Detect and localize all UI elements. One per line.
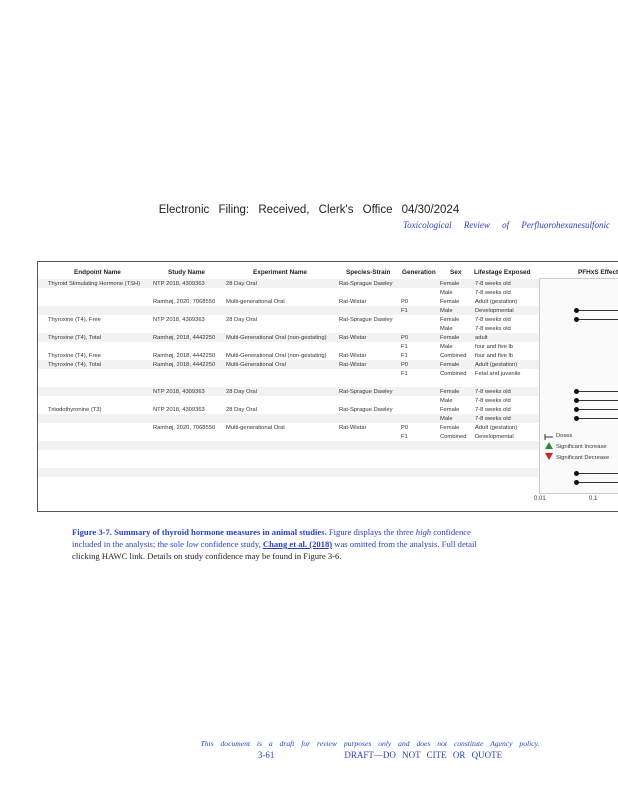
- table-cell: Triiodothyronine (T3): [48, 407, 102, 413]
- caption-text: Figure displays the three: [328, 527, 414, 537]
- table-cell: Rat-Sprague Dawley: [339, 389, 393, 395]
- col-header-experiment: Experiment Name: [253, 269, 307, 276]
- table-cell: Developmental: [475, 308, 514, 314]
- table-cell: Developmental: [475, 434, 514, 440]
- table-cell: NTP 2018, 4309363: [153, 317, 205, 323]
- table-cell: 28 Day Oral: [226, 389, 257, 395]
- table-cell: P0: [401, 335, 409, 341]
- row-stripe: [38, 414, 618, 423]
- dose-dot: [574, 480, 579, 485]
- draft-disclaimer: This document is a draft for review purposes only and does not constitute Agency policy.: [200, 739, 540, 748]
- table-cell: NTP 2018, 4309363: [153, 407, 205, 413]
- caption-text: low: [186, 539, 199, 549]
- table-cell: 7-8 weeks old: [475, 281, 511, 287]
- table-cell: Male: [440, 398, 453, 404]
- dose-line: [576, 319, 618, 320]
- table-cell: Multi-Generational Oral (non-gestating): [226, 353, 327, 359]
- dose-dot: [574, 471, 579, 476]
- table-cell: Adult (gestation): [475, 425, 518, 431]
- table-cell: Adult (gestation): [475, 299, 518, 305]
- table-cell: Rat-Sprague Dawley: [339, 281, 393, 287]
- legend-symbols: [544, 433, 554, 463]
- col-header-lifestage: Lifestage Exposed: [474, 269, 531, 276]
- x-tick: 0.1: [589, 496, 598, 502]
- table-cell: Multi-generational Oral: [226, 299, 285, 305]
- table-cell: Female: [440, 335, 460, 341]
- table-cell: 7-8 weeks old: [475, 290, 511, 296]
- col-header-generation: Generation: [402, 269, 436, 276]
- caption-text: was omitted from the analysis. Full detail: [334, 539, 477, 549]
- table-cell: Combined: [440, 353, 467, 359]
- dose-line: [576, 482, 618, 483]
- dose-dot: [574, 308, 579, 313]
- table-cell: F1: [401, 344, 408, 350]
- dose-line: [576, 310, 618, 311]
- table-cell: Rat-Wistar: [339, 299, 367, 305]
- dose-dot: [574, 398, 579, 403]
- table-cell: P0: [401, 425, 409, 431]
- row-stripe: [38, 468, 618, 477]
- table-cell: Male: [440, 416, 453, 422]
- caption-text: confidence: [433, 527, 471, 537]
- caption-text: high: [415, 527, 432, 537]
- dose-line: [576, 418, 618, 419]
- table-cell: Thyroxine (T4), Total: [48, 335, 102, 341]
- table-cell: 7-8 weeks old: [475, 389, 511, 395]
- col-header-endpoint: Endpoint Name: [74, 269, 121, 276]
- table-cell: 7-8 weeks old: [475, 326, 511, 332]
- table-cell: Fetal and juvenile: [475, 371, 521, 377]
- table-cell: Adult (gestation): [475, 362, 518, 368]
- row-stripe: [38, 387, 618, 396]
- table-cell: Female: [440, 407, 460, 413]
- col-header-sex: Sex: [450, 269, 462, 276]
- table-cell: Thyroxine (T4), Free: [48, 317, 101, 323]
- table-cell: Ramhøj, 2020, 7068550: [153, 299, 216, 305]
- dose-line: [576, 409, 618, 410]
- legend-decrease: Significant Decrease: [556, 455, 610, 461]
- table-cell: NTP 2018, 4309363: [153, 389, 205, 395]
- dose-dot: [574, 416, 579, 421]
- table-cell: Rat-Sprague Dawley: [339, 317, 393, 323]
- table-cell: 28 Day Oral: [226, 281, 257, 287]
- caption-text: confidence study,: [200, 539, 261, 549]
- draft-notice: DRAFT—DO NOT CITE OR QUOTE: [344, 750, 503, 760]
- table-cell: Female: [440, 425, 460, 431]
- figure-caption: [72, 526, 618, 562]
- table-cell: Male: [440, 344, 453, 350]
- table-cell: F1: [401, 353, 408, 359]
- table-cell: four and five lb: [475, 353, 514, 359]
- table-cell: 7-8 weeks old: [475, 317, 511, 323]
- table-cell: Female: [440, 362, 460, 368]
- filing-stamp: Electronic Filing: Received, Clerk's Office 04/30/2024: [158, 204, 460, 216]
- table-cell: F1: [401, 308, 408, 314]
- table-cell: Combined: [440, 434, 467, 440]
- x-tick: 0.01: [534, 496, 546, 502]
- table-cell: Rat-Wistar: [339, 353, 367, 359]
- table-cell: 7-8 weeks old: [475, 416, 511, 422]
- citation-link[interactable]: Chang et al. (2018): [262, 539, 333, 549]
- page-footer: [0, 750, 618, 760]
- table-cell: Multi-Generational Oral (non-gestating): [226, 335, 327, 341]
- table-cell: Male: [440, 308, 453, 314]
- caption-text: included in the analysis; the sole: [72, 539, 184, 549]
- table-cell: Female: [440, 281, 460, 287]
- col-header-effect: PFHxS Effect: [578, 269, 618, 276]
- dose-dot: [574, 317, 579, 322]
- table-cell: Rat-Wistar: [339, 425, 367, 431]
- table-cell: Multi-generational Oral: [226, 425, 285, 431]
- col-header-species: Species-Strain: [346, 269, 391, 276]
- hawc-figure: [37, 261, 618, 512]
- dose-line: [576, 391, 618, 392]
- table-cell: F1: [401, 434, 408, 440]
- table-cell: Combined: [440, 371, 467, 377]
- col-header-study: Study Name: [168, 269, 205, 276]
- table-cell: Multi-Generational Oral: [226, 362, 286, 368]
- table-cell: Thyroxine (T4), Total: [48, 362, 102, 368]
- caption-text: clicking HAWC link. Details on study confidence may be found in Figure 3-6.: [72, 551, 342, 561]
- dose-line: [576, 473, 618, 474]
- table-cell: Ramhøj, 2018, 4442250: [153, 353, 216, 359]
- dose-dot: [574, 407, 579, 412]
- table-cell: 7-8 weeks old: [475, 407, 511, 413]
- table-cell: Ramhøj, 2018, 4442250: [153, 335, 216, 341]
- row-stripe: [38, 333, 618, 342]
- table-cell: Male: [440, 290, 453, 296]
- table-cell: Ramhøj, 2018, 4442250: [153, 362, 216, 368]
- table-cell: Thyroxine (T4), Free: [48, 353, 101, 359]
- table-cell: Female: [440, 299, 460, 305]
- running-title: Toxicological Review of Perfluorohexanesulfonic: [402, 220, 610, 230]
- table-cell: 7-8 weeks old: [475, 398, 511, 404]
- row-stripe: [38, 306, 618, 315]
- table-cell: Rat-Wistar: [339, 362, 367, 368]
- dose-line: [576, 400, 618, 401]
- caption-label: Figure 3-7. Summary of thyroid hormone measures in animal studies.: [72, 527, 327, 537]
- table-cell: P0: [401, 299, 409, 305]
- table-cell: adult: [475, 335, 488, 341]
- row-stripe: [38, 441, 618, 450]
- table-cell: Thyroid Stimulating Hormone (TSH): [48, 281, 141, 287]
- legend-doses: Doses: [556, 433, 573, 439]
- table-cell: four and five lb: [475, 344, 514, 350]
- dose-dot: [574, 389, 579, 394]
- table-cell: Ramhøj, 2020, 7068550: [153, 425, 216, 431]
- table-cell: Rat-Sprague Dawley: [339, 407, 393, 413]
- table-cell: Rat-Wistar: [339, 335, 367, 341]
- table-cell: NTP 2018, 4309363: [153, 281, 205, 287]
- table-cell: 28 Day Oral: [226, 317, 257, 323]
- page-number: 3-61: [257, 750, 275, 760]
- row-stripe: [38, 360, 618, 369]
- table-cell: Male: [440, 326, 453, 332]
- table-cell: F1: [401, 371, 408, 377]
- table-cell: Female: [440, 389, 460, 395]
- table-cell: P0: [401, 362, 409, 368]
- legend-increase: Significant Increase: [556, 444, 607, 450]
- table-cell: 28 Day Oral: [226, 407, 257, 413]
- table-cell: Female: [440, 317, 460, 323]
